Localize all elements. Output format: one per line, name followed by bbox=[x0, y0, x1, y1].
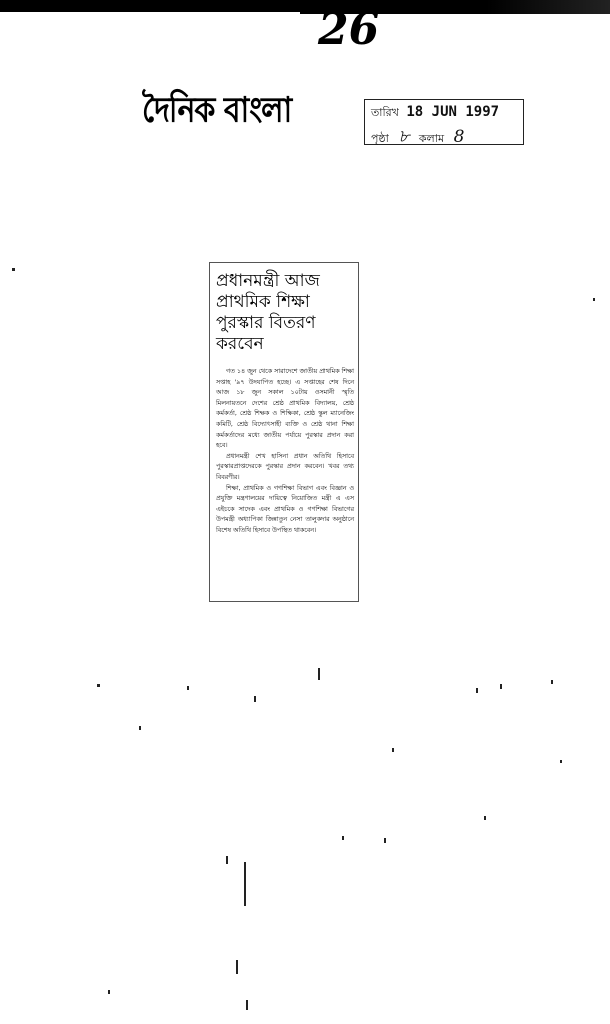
stamp-page-value: ৮ bbox=[398, 127, 410, 147]
scan-speck bbox=[384, 838, 386, 843]
clipping-paragraph: শিক্ষা, প্রাথমিক ও গণশিক্ষা বিভাগ এবং বিজ্ঞান ও প্রযুক্তি মন্ত্রণালয়ের দায়িত্বে নিয়োজিত মন্ত্রী এ এস এইচকে সাদেক এবং প্রাথমিক ও গণশিক্ষা বিভাগের উপমন্ত্রী অধ্যাপিকা জিন্নাতুন নেসা তালুকদার অনুষ্ঠানে বিশেষ অতিথি হিসাবে উপস্থিত থাকবেন। bbox=[216, 484, 354, 534]
scan-speck bbox=[226, 856, 228, 864]
scan-speck bbox=[392, 748, 394, 752]
scan-speck bbox=[246, 1000, 248, 1010]
stamp-page-label: পৃষ্ঠা bbox=[371, 132, 389, 145]
clipping-body bbox=[216, 367, 354, 537]
stamp-date: 18 JUN 1997 bbox=[406, 104, 500, 120]
scan-speck bbox=[236, 960, 238, 974]
newspaper-masthead: দৈনিক বাংলা bbox=[142, 90, 292, 131]
scan-speck bbox=[476, 688, 478, 693]
scan-speck bbox=[560, 760, 562, 763]
news-clipping bbox=[209, 262, 359, 602]
scan-speck bbox=[244, 862, 246, 906]
stamp-column-label: কলাম bbox=[418, 132, 445, 145]
clipping-paragraph: গত ১৪ জুন থেকে সারাদেশে জাতীয় প্রাথমিক শিক্ষা সপ্তাহ '৯৭ উদযাপিত হচ্ছে। এ সপ্তাহের শেষ দিনে আজ ১৮ জুন সকাল ১০টায় ওসমানী স্মৃতি মিলনায়তনে দেশের শ্রেষ্ঠ প্রাথমিক বিদ্যালয়, শ্রেষ্ঠ কর্মকর্তা, শ্রেষ্ঠ শিক্ষক ও শিক্ষিকা, শ্রেষ্ঠ স্কুল ম্যানেজিং কমিটি, শ্রেষ্ঠ বিদ্যোৎসাহী ব্যক্তি ও শ্রেষ্ঠ থানা শিক্ষা কর্মকর্তাদের মধ্যে জাতীয় পর্যায়ে পুরস্কার প্রদান করা হবে। bbox=[216, 368, 354, 450]
stamp-column-value: 8 bbox=[453, 127, 465, 147]
scan-speck bbox=[551, 680, 553, 684]
clipping-paragraph: প্রধানমন্ত্রী শেখ হাসিনা প্রধান অতিথি হিসাবে পুরস্কারপ্রাপ্তদেরকে পুরস্কার প্রদান করবেন। খবর তথ্য বিবরণীর। bbox=[216, 452, 354, 481]
scan-speck bbox=[484, 816, 486, 820]
scan-speck bbox=[500, 684, 502, 689]
stamp-date-label: তারিখ bbox=[371, 106, 399, 119]
stamp-page-row bbox=[371, 124, 470, 152]
stamp-date-row bbox=[371, 104, 499, 123]
scan-speck bbox=[593, 298, 595, 301]
date-stamp bbox=[364, 99, 524, 145]
scan-speck bbox=[342, 836, 344, 840]
scan-speck bbox=[254, 696, 256, 702]
handwritten-page-number: 26 bbox=[318, 4, 380, 55]
scan-speck bbox=[108, 990, 110, 994]
scan-speck bbox=[12, 268, 15, 271]
scan-speck bbox=[97, 684, 100, 687]
scan-speck bbox=[318, 668, 320, 680]
clipping-headline: প্রধানমন্ত্রী আজ প্রাথমিক শিক্ষা পুরস্কার বিতরণ করবেন bbox=[216, 271, 320, 354]
scan-speck bbox=[139, 726, 141, 730]
scan-speck bbox=[187, 686, 189, 690]
